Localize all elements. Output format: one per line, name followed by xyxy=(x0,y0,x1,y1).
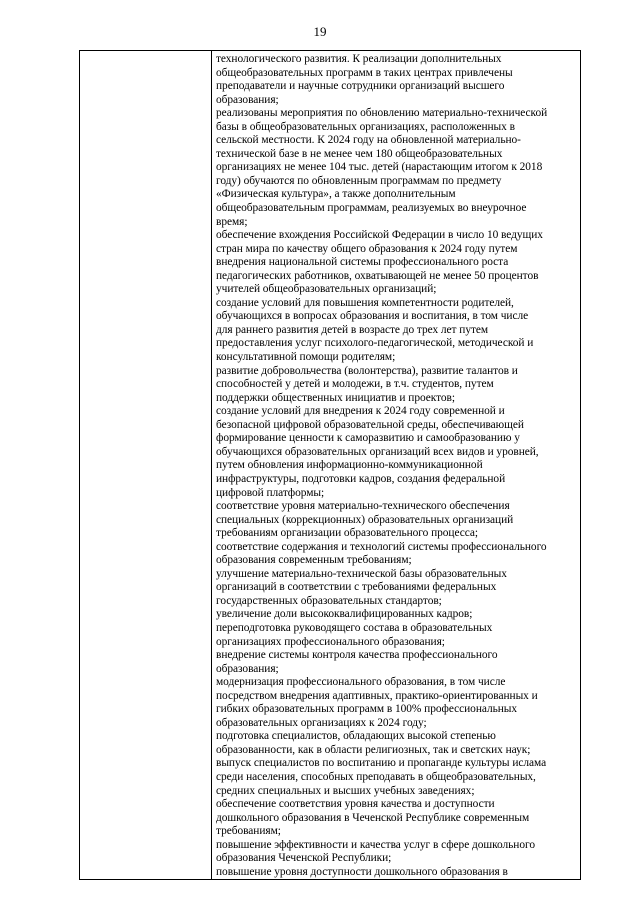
text-line: путем обновления информационно-коммуникационной xyxy=(216,459,483,472)
text-line: гибких образовательных программ в 100% профессиональных xyxy=(216,703,518,716)
text-line: педагогических работников, охватывающей не менее 50 процентов xyxy=(216,269,539,282)
text-line: образования; xyxy=(216,662,279,675)
text-line: образовательных организациях к 2024 году; xyxy=(216,716,427,729)
text-line: сельской местности. К 2024 году на обновленной материально- xyxy=(216,134,521,147)
text-line: поддержки общественных инициатив и проектов; xyxy=(216,391,455,404)
text-block xyxy=(216,53,576,879)
text-line: увеличение доли высококвалифицированных кадров; xyxy=(216,608,473,621)
text-line: организаций в соответствии с требованиями федеральных xyxy=(216,581,497,594)
text-line: стран мира по качеству общего образования к 2024 году путем xyxy=(216,242,518,255)
text-line: обучающихся образовательных организаций всех видов и уровней, xyxy=(216,445,539,458)
left-column-cell xyxy=(80,51,212,880)
text-line: внедрения национальной системы профессионального роста xyxy=(216,256,509,269)
text-line: способностей у детей и молодежи, в т.ч. студентов, путем xyxy=(216,378,494,391)
text-line: «Физическая культура», а также дополнительным xyxy=(216,188,456,201)
text-line: переподготовка руководящего состава в образовательных xyxy=(216,621,493,634)
text-line: преподаватели и научные сотрудники организаций высшего xyxy=(216,80,505,93)
text-line: время; xyxy=(216,215,248,228)
text-line: выпуск специалистов по воспитанию и пропаганде культуры ислама xyxy=(216,757,547,770)
text-line: общеобразовательных программ в таких центрах привлечены xyxy=(216,66,513,79)
text-line: развитие добровольчества (волонтерства), развитие талантов и xyxy=(216,364,518,377)
text-line: цифровой платформы; xyxy=(216,486,325,499)
text-line: средних специальных и высших учебных заведениях; xyxy=(216,784,475,797)
text-line: технологического развития. К реализации дополнительных xyxy=(216,53,502,65)
text-line: требованиям организации образовательного процесса; xyxy=(216,527,479,540)
text-line: дошкольного образования в Чеченской Республике современным xyxy=(216,811,530,824)
text-line: общеобразовательным программам, реализуемых во внеурочное xyxy=(216,202,527,215)
text-line: модернизация профессионального образования, в том числе xyxy=(216,676,506,689)
text-line: государственных образовательных стандартов; xyxy=(216,594,442,607)
text-line: обеспечение соответствия уровня качества и доступности xyxy=(216,798,495,811)
text-line: требованиям; xyxy=(216,825,281,838)
text-line: среди населения, способных преподавать в общеобразовательных, xyxy=(216,770,536,783)
text-line: повышение эффективности и качества услуг в сфере дошкольного xyxy=(216,838,535,851)
text-line: для раннего развития детей в возрасте до трех лет путем xyxy=(216,323,489,336)
content-table xyxy=(79,50,581,880)
text-line: обучающихся в вопросах образования и воспитания, в том числе xyxy=(216,310,529,323)
text-line: организациях не менее 104 тыс. детей (нарастающим итогом к 2018 xyxy=(216,161,543,174)
text-line: году) обучаются по обновленным программам по предмету xyxy=(216,174,502,187)
text-line: обеспечение вхождения Российской Федерации в число 10 ведущих xyxy=(216,229,543,242)
text-line: создание условий для повышения компетентности родителей, xyxy=(216,296,514,309)
text-line: инфраструктуры, подготовки кадров, создания федеральной xyxy=(216,472,506,485)
text-line: образования Чеченской Республики; xyxy=(216,852,392,865)
table-row xyxy=(80,51,581,880)
page-number: 19 xyxy=(313,24,327,39)
text-line: образования; xyxy=(216,93,279,106)
right-column-cell xyxy=(212,51,581,880)
text-line: улучшение материально-технической базы образовательных xyxy=(216,567,507,580)
text-line: специальных (коррекционных) образовательных организаций xyxy=(216,513,514,526)
text-line: реализованы мероприятия по обновлению материально-технической xyxy=(216,107,548,120)
text-line: консультативной помощи родителям; xyxy=(216,351,396,364)
text-line: повышение уровня доступности дошкольного образования в xyxy=(216,865,508,878)
text-line: посредством внедрения адаптивных, практико-ориентированных и xyxy=(216,689,538,702)
text-line: подготовка специалистов, обладающих высокой степенью xyxy=(216,730,496,743)
text-line: учителей общеобразовательных организаций; xyxy=(216,283,437,296)
text-line: создание условий для внедрения к 2024 году современной и xyxy=(216,405,505,418)
text-line: соответствие содержания и технологий системы профессионального xyxy=(216,540,547,553)
text-line: базы в общеобразовательных организациях, расположенных в xyxy=(216,120,515,133)
text-line: формирование ценности к саморазвитию и самообразованию у xyxy=(216,432,520,445)
text-line: внедрение системы контроля качества профессионального xyxy=(216,649,498,662)
text-line: соответствие уровня материально-технического обеспечения xyxy=(216,500,510,513)
text-line: безопасной цифровой образовательной среды, обеспечивающей xyxy=(216,418,524,431)
text-line: образованности, как в области религиозных, так и светских наук; xyxy=(216,743,531,756)
text-line: организациях профессионального образования; xyxy=(216,635,445,648)
text-line: технической базе в не менее чем 180 общеобразовательных xyxy=(216,147,503,160)
text-line: образования современным требованиям; xyxy=(216,554,412,567)
text-line: предоставления услуг психолого-педагогической, методической и xyxy=(216,337,534,350)
